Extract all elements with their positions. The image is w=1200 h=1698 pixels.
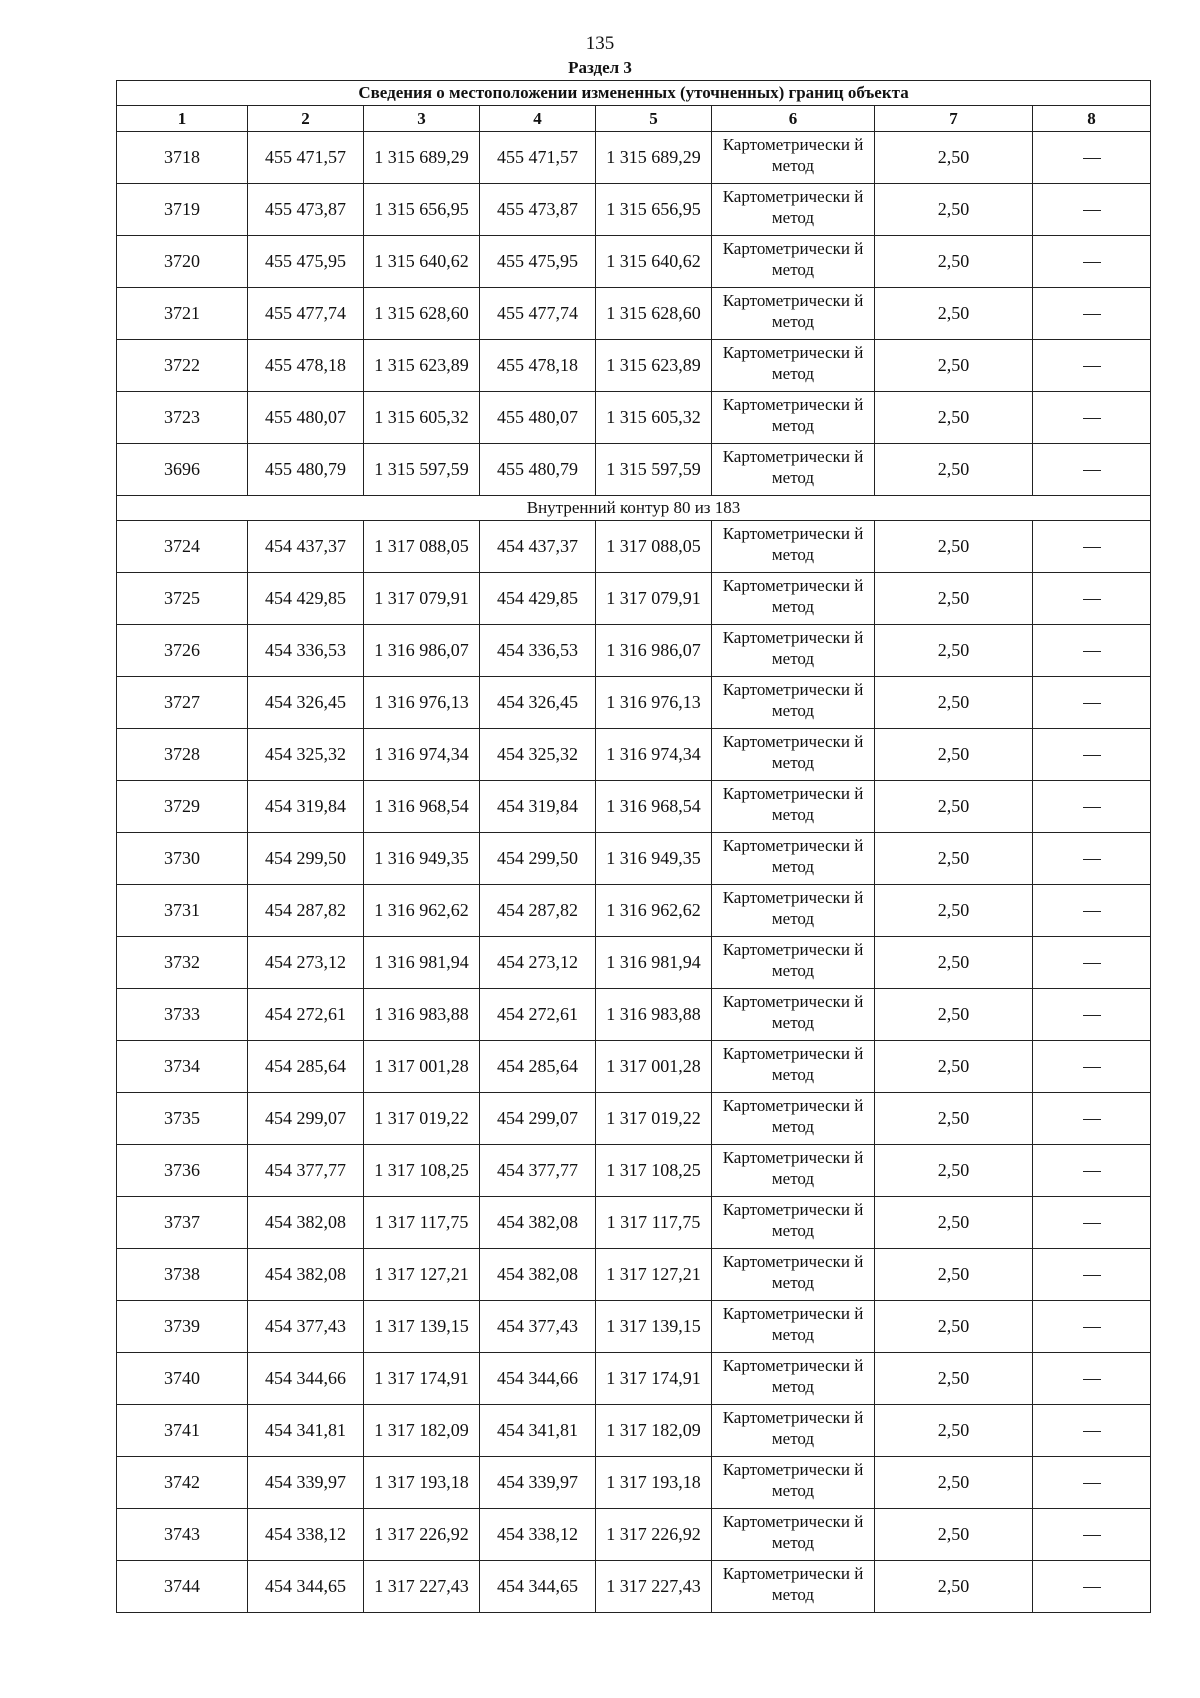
- y-new-cell: 1 315 689,29: [596, 132, 712, 184]
- accuracy-cell: 2,50: [875, 573, 1033, 625]
- dash-mark: [1083, 1535, 1101, 1536]
- accuracy-cell: 2,50: [875, 1353, 1033, 1405]
- x-new-cell: 454 326,45: [480, 677, 596, 729]
- y-new-cell: 1 316 968,54: [596, 781, 712, 833]
- column-number: 2: [248, 106, 364, 132]
- table-row: [117, 1405, 1151, 1457]
- point-number-cell: 3731: [117, 885, 248, 937]
- method-cell: Картометрически й метод: [712, 1249, 875, 1301]
- y-new-cell: 1 317 079,91: [596, 573, 712, 625]
- y-new-cell: 1 315 640,62: [596, 236, 712, 288]
- table-row: [117, 1197, 1151, 1249]
- x-old-cell: 454 344,65: [248, 1561, 364, 1613]
- accuracy-cell: 2,50: [875, 1561, 1033, 1613]
- table-row: [117, 1301, 1151, 1353]
- x-old-cell: 454 341,81: [248, 1405, 364, 1457]
- accuracy-cell: 2,50: [875, 1301, 1033, 1353]
- y-new-cell: 1 316 962,62: [596, 885, 712, 937]
- accuracy-cell: 2,50: [875, 1457, 1033, 1509]
- point-number-cell: 3718: [117, 132, 248, 184]
- x-old-cell: 454 299,07: [248, 1093, 364, 1145]
- x-old-cell: 454 338,12: [248, 1509, 364, 1561]
- contour-heading-row: [117, 496, 1151, 521]
- y-old-cell: 1 317 108,25: [364, 1145, 480, 1197]
- x-new-cell: 455 478,18: [480, 340, 596, 392]
- description-cell: [1033, 989, 1151, 1041]
- y-old-cell: 1 317 182,09: [364, 1405, 480, 1457]
- accuracy-cell: 2,50: [875, 833, 1033, 885]
- boundary-table: [116, 80, 1151, 1613]
- x-old-cell: 454 285,64: [248, 1041, 364, 1093]
- point-number-cell: 3724: [117, 521, 248, 573]
- x-old-cell: 454 382,08: [248, 1197, 364, 1249]
- y-new-cell: 1 316 949,35: [596, 833, 712, 885]
- method-cell: Картометрически й метод: [712, 625, 875, 677]
- table-row: [117, 885, 1151, 937]
- dash-mark: [1083, 366, 1101, 367]
- dash-mark: [1083, 158, 1101, 159]
- point-number-cell: 3732: [117, 937, 248, 989]
- y-new-cell: 1 315 656,95: [596, 184, 712, 236]
- method-cell: Картометрически й метод: [712, 781, 875, 833]
- dash-mark: [1083, 703, 1101, 704]
- point-number-cell: 3742: [117, 1457, 248, 1509]
- table-row: [117, 132, 1151, 184]
- table-row: [117, 781, 1151, 833]
- x-old-cell: 454 336,53: [248, 625, 364, 677]
- table-row: [117, 833, 1151, 885]
- dash-mark: [1083, 210, 1101, 211]
- y-old-cell: 1 316 983,88: [364, 989, 480, 1041]
- y-new-cell: 1 315 623,89: [596, 340, 712, 392]
- y-old-cell: 1 315 623,89: [364, 340, 480, 392]
- dash-mark: [1083, 1483, 1101, 1484]
- y-new-cell: 1 317 139,15: [596, 1301, 712, 1353]
- x-old-cell: 454 339,97: [248, 1457, 364, 1509]
- description-cell: [1033, 340, 1151, 392]
- point-number-cell: 3744: [117, 1561, 248, 1613]
- x-old-cell: 455 478,18: [248, 340, 364, 392]
- table-row: [117, 521, 1151, 573]
- table-row: [117, 236, 1151, 288]
- method-cell: Картометрически й метод: [712, 184, 875, 236]
- table-row: [117, 1561, 1151, 1613]
- column-number: 3: [364, 106, 480, 132]
- x-new-cell: 454 429,85: [480, 573, 596, 625]
- point-number-cell: 3730: [117, 833, 248, 885]
- method-cell: Картометрически й метод: [712, 1405, 875, 1457]
- accuracy-cell: 2,50: [875, 1093, 1033, 1145]
- x-new-cell: 454 285,64: [480, 1041, 596, 1093]
- y-old-cell: 1 317 227,43: [364, 1561, 480, 1613]
- table-row: [117, 1041, 1151, 1093]
- column-number: 8: [1033, 106, 1151, 132]
- x-old-cell: 454 377,77: [248, 1145, 364, 1197]
- accuracy-cell: 2,50: [875, 625, 1033, 677]
- method-cell: Картометрически й метод: [712, 1093, 875, 1145]
- y-old-cell: 1 316 962,62: [364, 885, 480, 937]
- x-new-cell: 454 272,61: [480, 989, 596, 1041]
- y-new-cell: 1 316 974,34: [596, 729, 712, 781]
- point-number-cell: 3726: [117, 625, 248, 677]
- description-cell: [1033, 392, 1151, 444]
- x-old-cell: 455 473,87: [248, 184, 364, 236]
- x-new-cell: 455 471,57: [480, 132, 596, 184]
- y-old-cell: 1 317 001,28: [364, 1041, 480, 1093]
- dash-mark: [1083, 314, 1101, 315]
- table-row: [117, 288, 1151, 340]
- y-old-cell: 1 316 949,35: [364, 833, 480, 885]
- point-number-cell: 3720: [117, 236, 248, 288]
- y-old-cell: 1 315 656,95: [364, 184, 480, 236]
- description-cell: [1033, 625, 1151, 677]
- method-cell: Картометрически й метод: [712, 444, 875, 496]
- description-cell: [1033, 677, 1151, 729]
- method-cell: Картометрически й метод: [712, 833, 875, 885]
- y-new-cell: 1 317 193,18: [596, 1457, 712, 1509]
- x-old-cell: 454 319,84: [248, 781, 364, 833]
- x-old-cell: 454 273,12: [248, 937, 364, 989]
- y-new-cell: 1 316 986,07: [596, 625, 712, 677]
- accuracy-cell: 2,50: [875, 444, 1033, 496]
- x-old-cell: 455 480,07: [248, 392, 364, 444]
- accuracy-cell: 2,50: [875, 132, 1033, 184]
- accuracy-cell: 2,50: [875, 288, 1033, 340]
- point-number-cell: 3739: [117, 1301, 248, 1353]
- accuracy-cell: 2,50: [875, 677, 1033, 729]
- accuracy-cell: 2,50: [875, 236, 1033, 288]
- x-old-cell: 454 325,32: [248, 729, 364, 781]
- y-new-cell: 1 317 117,75: [596, 1197, 712, 1249]
- accuracy-cell: 2,50: [875, 1405, 1033, 1457]
- x-new-cell: 455 477,74: [480, 288, 596, 340]
- method-cell: Картометрически й метод: [712, 989, 875, 1041]
- y-new-cell: 1 317 108,25: [596, 1145, 712, 1197]
- description-cell: [1033, 1093, 1151, 1145]
- description-cell: [1033, 729, 1151, 781]
- method-cell: Картометрически й метод: [712, 729, 875, 781]
- accuracy-cell: 2,50: [875, 1145, 1033, 1197]
- y-old-cell: 1 317 088,05: [364, 521, 480, 573]
- method-cell: Картометрически й метод: [712, 1041, 875, 1093]
- x-new-cell: 454 341,81: [480, 1405, 596, 1457]
- y-old-cell: 1 317 193,18: [364, 1457, 480, 1509]
- x-new-cell: 455 480,79: [480, 444, 596, 496]
- method-cell: Картометрически й метод: [712, 1145, 875, 1197]
- column-number: 4: [480, 106, 596, 132]
- y-new-cell: 1 317 182,09: [596, 1405, 712, 1457]
- table-row: [117, 677, 1151, 729]
- point-number-cell: 3738: [117, 1249, 248, 1301]
- description-cell: [1033, 1041, 1151, 1093]
- y-new-cell: 1 317 174,91: [596, 1353, 712, 1405]
- dash-mark: [1083, 1275, 1101, 1276]
- y-new-cell: 1 317 227,43: [596, 1561, 712, 1613]
- method-cell: Картометрически й метод: [712, 392, 875, 444]
- column-number: 6: [712, 106, 875, 132]
- table-row: [117, 729, 1151, 781]
- method-cell: Картометрически й метод: [712, 573, 875, 625]
- table-row: [117, 1509, 1151, 1561]
- page-number: 135: [585, 33, 615, 54]
- dash-mark: [1083, 755, 1101, 756]
- x-old-cell: 454 344,66: [248, 1353, 364, 1405]
- point-number-cell: 3733: [117, 989, 248, 1041]
- accuracy-cell: 2,50: [875, 184, 1033, 236]
- point-number-cell: 3721: [117, 288, 248, 340]
- x-new-cell: 454 382,08: [480, 1197, 596, 1249]
- x-new-cell: 454 273,12: [480, 937, 596, 989]
- point-number-cell: 3735: [117, 1093, 248, 1145]
- dash-mark: [1083, 1431, 1101, 1432]
- description-cell: [1033, 1197, 1151, 1249]
- dash-mark: [1083, 599, 1101, 600]
- x-old-cell: 455 471,57: [248, 132, 364, 184]
- y-old-cell: 1 316 968,54: [364, 781, 480, 833]
- x-old-cell: 455 477,74: [248, 288, 364, 340]
- x-old-cell: 455 480,79: [248, 444, 364, 496]
- x-new-cell: 454 299,50: [480, 833, 596, 885]
- dash-mark: [1083, 262, 1101, 263]
- x-old-cell: 454 299,50: [248, 833, 364, 885]
- y-new-cell: 1 315 605,32: [596, 392, 712, 444]
- accuracy-cell: 2,50: [875, 937, 1033, 989]
- method-cell: Картометрически й метод: [712, 1457, 875, 1509]
- x-old-cell: 454 287,82: [248, 885, 364, 937]
- y-old-cell: 1 316 986,07: [364, 625, 480, 677]
- point-number-cell: 3725: [117, 573, 248, 625]
- point-number-cell: 3740: [117, 1353, 248, 1405]
- accuracy-cell: 2,50: [875, 521, 1033, 573]
- x-new-cell: 454 338,12: [480, 1509, 596, 1561]
- dash-mark: [1083, 859, 1101, 860]
- y-old-cell: 1 317 226,92: [364, 1509, 480, 1561]
- y-old-cell: 1 316 976,13: [364, 677, 480, 729]
- column-number-row: [117, 106, 1151, 132]
- y-old-cell: 1 317 174,91: [364, 1353, 480, 1405]
- accuracy-cell: 2,50: [875, 729, 1033, 781]
- description-cell: [1033, 1561, 1151, 1613]
- method-cell: Картометрически й метод: [712, 132, 875, 184]
- point-number-cell: 3743: [117, 1509, 248, 1561]
- accuracy-cell: 2,50: [875, 781, 1033, 833]
- y-old-cell: 1 317 127,21: [364, 1249, 480, 1301]
- point-number-cell: 3729: [117, 781, 248, 833]
- dash-mark: [1083, 1223, 1101, 1224]
- x-new-cell: 454 377,77: [480, 1145, 596, 1197]
- point-number-cell: 3737: [117, 1197, 248, 1249]
- dash-mark: [1083, 1171, 1101, 1172]
- x-new-cell: 454 287,82: [480, 885, 596, 937]
- y-old-cell: 1 316 974,34: [364, 729, 480, 781]
- accuracy-cell: 2,50: [875, 1249, 1033, 1301]
- point-number-cell: 3727: [117, 677, 248, 729]
- x-new-cell: 454 382,08: [480, 1249, 596, 1301]
- y-old-cell: 1 315 597,59: [364, 444, 480, 496]
- y-old-cell: 1 317 139,15: [364, 1301, 480, 1353]
- x-old-cell: 454 429,85: [248, 573, 364, 625]
- point-number-cell: 3722: [117, 340, 248, 392]
- x-new-cell: 455 480,07: [480, 392, 596, 444]
- x-new-cell: 454 339,97: [480, 1457, 596, 1509]
- point-number-cell: 3734: [117, 1041, 248, 1093]
- method-cell: Картометрически й метод: [712, 1197, 875, 1249]
- table-row: [117, 625, 1151, 677]
- x-new-cell: 454 336,53: [480, 625, 596, 677]
- y-old-cell: 1 315 605,32: [364, 392, 480, 444]
- y-new-cell: 1 317 001,28: [596, 1041, 712, 1093]
- description-cell: [1033, 236, 1151, 288]
- column-number: 5: [596, 106, 712, 132]
- y-old-cell: 1 315 640,62: [364, 236, 480, 288]
- method-cell: Картометрически й метод: [712, 1353, 875, 1405]
- dash-mark: [1083, 911, 1101, 912]
- dash-mark: [1083, 1067, 1101, 1068]
- method-cell: Картометрически й метод: [712, 885, 875, 937]
- x-new-cell: 454 299,07: [480, 1093, 596, 1145]
- x-old-cell: 455 475,95: [248, 236, 364, 288]
- dash-mark: [1083, 963, 1101, 964]
- table-row: [117, 340, 1151, 392]
- method-cell: Картометрически й метод: [712, 1509, 875, 1561]
- dash-mark: [1083, 651, 1101, 652]
- accuracy-cell: 2,50: [875, 392, 1033, 444]
- x-new-cell: 455 475,95: [480, 236, 596, 288]
- table-row: [117, 1457, 1151, 1509]
- description-cell: [1033, 1301, 1151, 1353]
- table-caption: Сведения о местоположении измененных (уточненных) границ объекта: [117, 81, 1151, 106]
- point-number-cell: 3736: [117, 1145, 248, 1197]
- section-title: Раздел 3: [568, 58, 632, 77]
- column-number: 1: [117, 106, 248, 132]
- dash-mark: [1083, 547, 1101, 548]
- y-new-cell: 1 316 983,88: [596, 989, 712, 1041]
- point-number-cell: 3723: [117, 392, 248, 444]
- x-old-cell: 454 377,43: [248, 1301, 364, 1353]
- y-new-cell: 1 316 981,94: [596, 937, 712, 989]
- description-cell: [1033, 1509, 1151, 1561]
- x-old-cell: 454 326,45: [248, 677, 364, 729]
- accuracy-cell: 2,50: [875, 340, 1033, 392]
- accuracy-cell: 2,50: [875, 1041, 1033, 1093]
- method-cell: Картометрически й метод: [712, 521, 875, 573]
- y-new-cell: 1 315 597,59: [596, 444, 712, 496]
- table-row: [117, 444, 1151, 496]
- y-new-cell: 1 317 127,21: [596, 1249, 712, 1301]
- table-row: [117, 392, 1151, 444]
- dash-mark: [1083, 1015, 1101, 1016]
- method-cell: Картометрически й метод: [712, 1301, 875, 1353]
- y-new-cell: 1 315 628,60: [596, 288, 712, 340]
- description-cell: [1033, 937, 1151, 989]
- x-old-cell: 454 382,08: [248, 1249, 364, 1301]
- y-old-cell: 1 316 981,94: [364, 937, 480, 989]
- table-row: [117, 1353, 1151, 1405]
- y-old-cell: 1 317 117,75: [364, 1197, 480, 1249]
- description-cell: [1033, 1405, 1151, 1457]
- x-new-cell: 454 377,43: [480, 1301, 596, 1353]
- table-row: [117, 1249, 1151, 1301]
- accuracy-cell: 2,50: [875, 989, 1033, 1041]
- contour-heading: Внутренний контур 80 из 183: [117, 496, 1151, 521]
- accuracy-cell: 2,50: [875, 1197, 1033, 1249]
- x-new-cell: 454 344,66: [480, 1353, 596, 1405]
- y-new-cell: 1 317 226,92: [596, 1509, 712, 1561]
- description-cell: [1033, 1249, 1151, 1301]
- description-cell: [1033, 288, 1151, 340]
- y-new-cell: 1 316 976,13: [596, 677, 712, 729]
- dash-mark: [1083, 470, 1101, 471]
- table-row: [117, 937, 1151, 989]
- table-row: [117, 1145, 1151, 1197]
- x-new-cell: 454 344,65: [480, 1561, 596, 1613]
- method-cell: Картометрически й метод: [712, 1561, 875, 1613]
- column-number: 7: [875, 106, 1033, 132]
- point-number-cell: 3728: [117, 729, 248, 781]
- dash-mark: [1083, 418, 1101, 419]
- x-new-cell: 454 437,37: [480, 521, 596, 573]
- description-cell: [1033, 521, 1151, 573]
- description-cell: [1033, 573, 1151, 625]
- method-cell: Картометрически й метод: [712, 236, 875, 288]
- accuracy-cell: 2,50: [875, 885, 1033, 937]
- y-old-cell: 1 315 628,60: [364, 288, 480, 340]
- description-cell: [1033, 132, 1151, 184]
- method-cell: Картометрически й метод: [712, 288, 875, 340]
- point-number-cell: 3719: [117, 184, 248, 236]
- point-number-cell: 3696: [117, 444, 248, 496]
- method-cell: Картометрически й метод: [712, 340, 875, 392]
- method-cell: Картометрически й метод: [712, 937, 875, 989]
- y-old-cell: 1 317 079,91: [364, 573, 480, 625]
- dash-mark: [1083, 1587, 1101, 1588]
- description-cell: [1033, 833, 1151, 885]
- dash-mark: [1083, 1119, 1101, 1120]
- description-cell: [1033, 184, 1151, 236]
- dash-mark: [1083, 807, 1101, 808]
- x-old-cell: 454 437,37: [248, 521, 364, 573]
- table-body: [117, 132, 1151, 1613]
- y-new-cell: 1 317 088,05: [596, 521, 712, 573]
- method-cell: Картометрически й метод: [712, 677, 875, 729]
- description-cell: [1033, 1145, 1151, 1197]
- x-new-cell: 454 319,84: [480, 781, 596, 833]
- description-cell: [1033, 1353, 1151, 1405]
- table-row: [117, 573, 1151, 625]
- description-cell: [1033, 781, 1151, 833]
- x-new-cell: 454 325,32: [480, 729, 596, 781]
- table-row: [117, 184, 1151, 236]
- y-new-cell: 1 317 019,22: [596, 1093, 712, 1145]
- y-old-cell: 1 315 689,29: [364, 132, 480, 184]
- x-old-cell: 454 272,61: [248, 989, 364, 1041]
- x-new-cell: 455 473,87: [480, 184, 596, 236]
- description-cell: [1033, 1457, 1151, 1509]
- table-row: [117, 989, 1151, 1041]
- description-cell: [1033, 885, 1151, 937]
- y-old-cell: 1 317 019,22: [364, 1093, 480, 1145]
- point-number-cell: 3741: [117, 1405, 248, 1457]
- accuracy-cell: 2,50: [875, 1509, 1033, 1561]
- description-cell: [1033, 444, 1151, 496]
- table-row: [117, 1093, 1151, 1145]
- dash-mark: [1083, 1379, 1101, 1380]
- dash-mark: [1083, 1327, 1101, 1328]
